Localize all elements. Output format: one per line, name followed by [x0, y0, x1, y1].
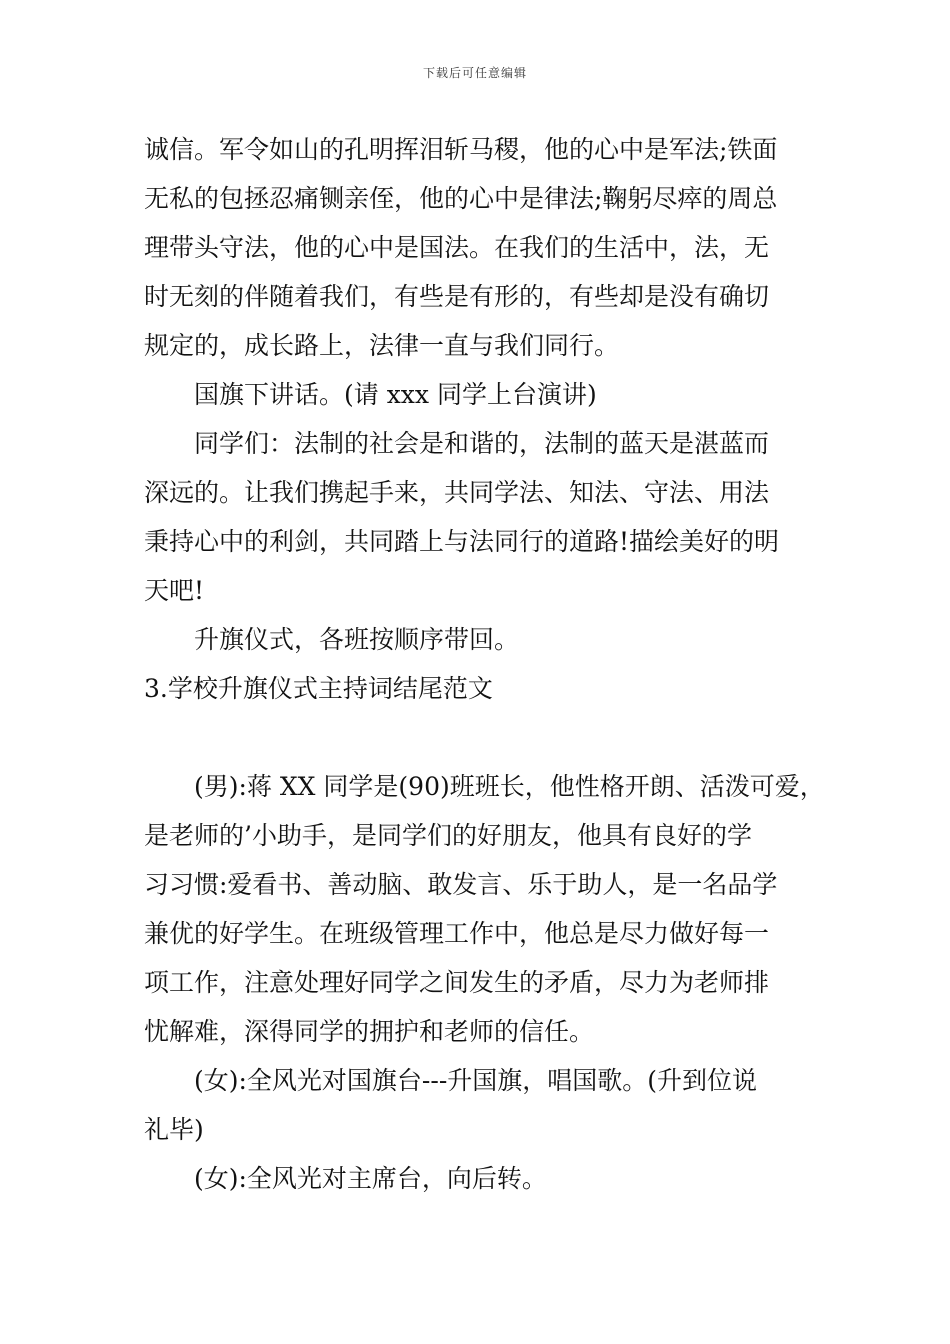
page-header: 下载后可任意编辑: [422, 66, 527, 80]
text-line: 礼毕): [144, 1115, 204, 1144]
text-line: 无私的包拯忍痛铡亲侄，他的心中是律法;鞠躬尽瘁的周总: [144, 184, 778, 213]
text-line: 同学们：法制的社会是和谐的，法制的蓝天是湛蓝而: [194, 429, 770, 458]
text-line: 习习惯:爱看书、善动脑、敢发言、乐于助人，是一名品学: [144, 870, 778, 899]
blank-line: [144, 713, 834, 762]
text-line: 诚信。军令如山的孔明挥泪斩马稷，他的心中是军法;铁面: [144, 135, 778, 164]
paragraph-classmates-address: [144, 419, 834, 615]
text-line: 时无刻的伴随着我们，有些是有形的，有些却是没有确切: [144, 282, 770, 311]
text-line: 规定的，成长路上，法律一直与我们同行。: [144, 331, 620, 360]
section-heading: 3.学校升旗仪式主持词结尾范文: [144, 674, 493, 703]
text-line: 理带头守法，他的心中是国法。在我们的生活中，法，无: [144, 233, 770, 262]
paragraph-ceremony-end: 升旗仪式，各班按顺序带回。: [194, 625, 520, 654]
text-line: 秉持心中的利剑，共同踏上与法同行的道路!描绘美好的明: [144, 527, 780, 556]
text-line: 深远的。让我们携起手来，共同学法、知法、守法、用法: [144, 478, 770, 507]
paragraph-law-examples: [144, 125, 834, 370]
paragraph-female-host-flag: [144, 1056, 834, 1154]
text-line: (女):全风光对国旗台---升国旗，唱国歌。(升到位说: [194, 1066, 758, 1095]
text-line: 天吧!: [144, 576, 205, 605]
text-line: 兼优的好学生。在班级管理工作中，他总是尽力做好每一: [144, 919, 770, 948]
document-body: [144, 125, 834, 1203]
text-line: (男):蒋 XX 同学是(90)班班长，他性格开朗、活泼可爱，: [194, 772, 825, 801]
paragraph-male-host: [144, 762, 834, 1056]
paragraph-female-host-turn: (女):全风光对主席台，向后转。: [194, 1164, 547, 1193]
text-line: 忧解难，深得同学的拥护和老师的信任。: [144, 1017, 595, 1046]
text-line: 是老师的’小助手，是同学们的好朋友，他具有良好的学: [144, 821, 752, 850]
text-line: 项工作，注意处理好同学之间发生的矛盾，尽力为老师排: [144, 968, 770, 997]
paragraph-flag-speech: 国旗下讲话。(请 xxx 同学上台演讲): [194, 380, 597, 409]
